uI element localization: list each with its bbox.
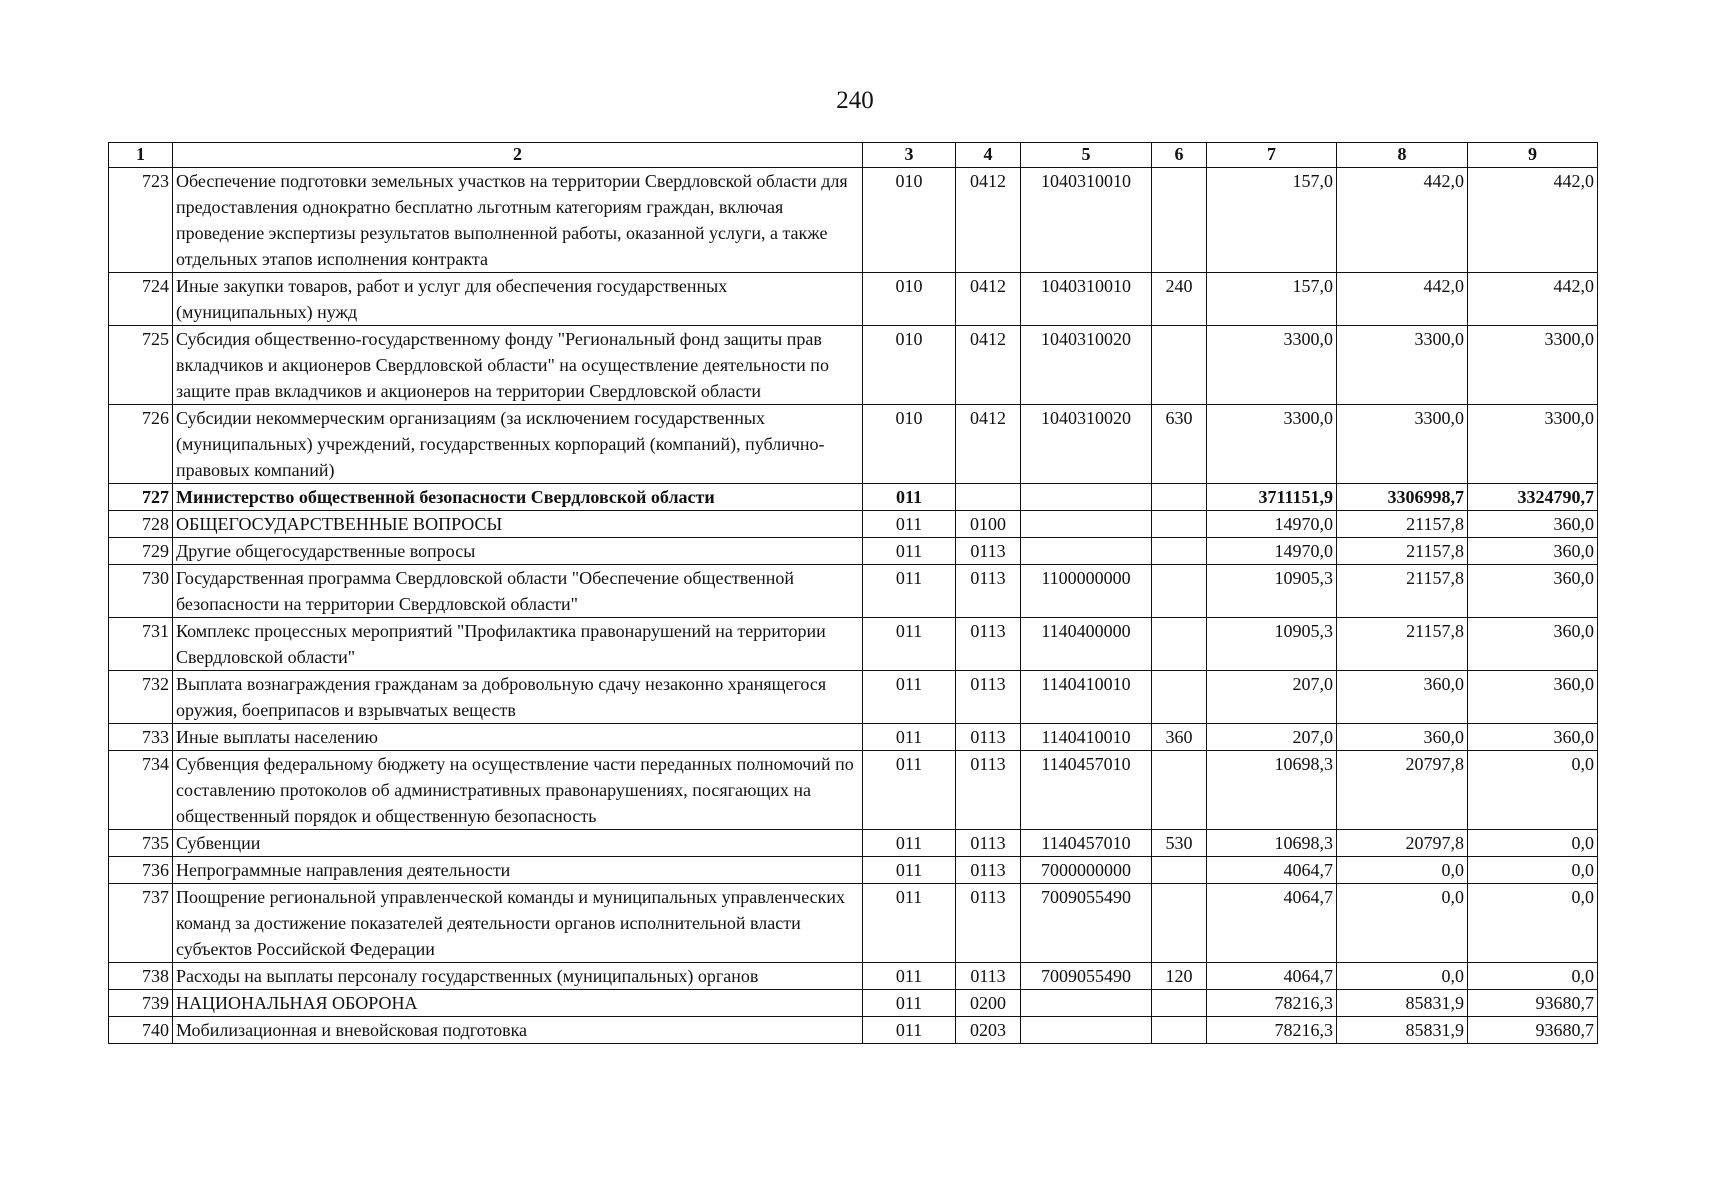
column-header: 9 [1468, 143, 1598, 168]
table-row [109, 857, 1598, 884]
ministry-code-cell: 010 [863, 326, 956, 405]
amount-cell: 3300,0 [1337, 326, 1468, 405]
amount-cell: 3300,0 [1207, 326, 1337, 405]
table-row [109, 724, 1598, 751]
expense-type-cell [1152, 484, 1207, 511]
amount-cell: 10905,3 [1207, 565, 1337, 618]
ministry-code-cell: 011 [863, 990, 956, 1017]
item-name-cell: Министерство общественной безопасности Свердловской области [173, 484, 863, 511]
amount-cell: 21157,8 [1337, 618, 1468, 671]
item-name-cell: Иные закупки товаров, работ и услуг для обеспечения государственных (муниципальных) нужд [173, 273, 863, 326]
amount-cell: 3324790,7 [1468, 484, 1598, 511]
row-number-cell: 727 [109, 484, 173, 511]
row-number-cell: 739 [109, 990, 173, 1017]
ministry-code-cell: 011 [863, 565, 956, 618]
row-number-cell: 732 [109, 671, 173, 724]
item-name-cell: Непрограммные направления деятельности [173, 857, 863, 884]
amount-cell: 360,0 [1468, 618, 1598, 671]
amount-cell: 93680,7 [1468, 1017, 1598, 1044]
amount-cell: 4064,7 [1207, 963, 1337, 990]
table-row [109, 830, 1598, 857]
row-number-cell: 736 [109, 857, 173, 884]
target-article-cell [1021, 990, 1152, 1017]
section-code-cell: 0113 [956, 724, 1021, 751]
amount-cell: 0,0 [1468, 857, 1598, 884]
target-article-cell: 1100000000 [1021, 565, 1152, 618]
table-row [109, 963, 1598, 990]
ministry-code-cell: 011 [863, 484, 956, 511]
section-code-cell: 0113 [956, 884, 1021, 963]
expense-type-cell: 630 [1152, 405, 1207, 484]
row-number-cell: 740 [109, 1017, 173, 1044]
section-code-cell: 0113 [956, 538, 1021, 565]
table-row [109, 326, 1598, 405]
amount-cell: 442,0 [1337, 168, 1468, 273]
item-name-cell: НАЦИОНАЛЬНАЯ ОБОРОНА [173, 990, 863, 1017]
expense-type-cell [1152, 538, 1207, 565]
amount-cell: 85831,9 [1337, 990, 1468, 1017]
amount-cell: 0,0 [1468, 751, 1598, 830]
expense-type-cell [1152, 565, 1207, 618]
ministry-code-cell: 011 [863, 671, 956, 724]
amount-cell: 157,0 [1207, 168, 1337, 273]
table-row [109, 168, 1598, 273]
amount-cell: 4064,7 [1207, 857, 1337, 884]
expense-type-cell [1152, 1017, 1207, 1044]
row-number-cell: 723 [109, 168, 173, 273]
amount-cell: 10698,3 [1207, 751, 1337, 830]
ministry-code-cell: 011 [863, 884, 956, 963]
amount-cell: 207,0 [1207, 724, 1337, 751]
ministry-code-cell: 011 [863, 538, 956, 565]
table-row [109, 990, 1598, 1017]
section-code-cell: 0412 [956, 326, 1021, 405]
amount-cell: 442,0 [1468, 168, 1598, 273]
table-row [109, 618, 1598, 671]
amount-cell: 3300,0 [1468, 405, 1598, 484]
table-row [109, 671, 1598, 724]
column-header: 2 [173, 143, 863, 168]
amount-cell: 3300,0 [1468, 326, 1598, 405]
table-row [109, 1017, 1598, 1044]
amount-cell: 360,0 [1337, 724, 1468, 751]
ministry-code-cell: 011 [863, 857, 956, 884]
target-article-cell: 7009055490 [1021, 963, 1152, 990]
amount-cell: 20797,8 [1337, 751, 1468, 830]
amount-cell: 0,0 [1337, 884, 1468, 963]
expense-type-cell: 530 [1152, 830, 1207, 857]
row-number-cell: 737 [109, 884, 173, 963]
target-article-cell: 1140457010 [1021, 751, 1152, 830]
item-name-cell: Комплекс процессных мероприятий "Профилактика правонарушений на территории Свердловской области" [173, 618, 863, 671]
ministry-code-cell: 010 [863, 405, 956, 484]
target-article-cell: 7009055490 [1021, 884, 1152, 963]
amount-cell: 10905,3 [1207, 618, 1337, 671]
ministry-code-cell: 010 [863, 168, 956, 273]
amount-cell: 21157,8 [1337, 565, 1468, 618]
amount-cell: 78216,3 [1207, 990, 1337, 1017]
amount-cell: 20797,8 [1337, 830, 1468, 857]
amount-cell: 442,0 [1468, 273, 1598, 326]
column-header: 3 [863, 143, 956, 168]
row-number-cell: 726 [109, 405, 173, 484]
column-header: 1 [109, 143, 173, 168]
expense-type-cell [1152, 751, 1207, 830]
amount-cell: 0,0 [1468, 884, 1598, 963]
item-name-cell: ОБЩЕГОСУДАРСТВЕННЫЕ ВОПРОСЫ [173, 511, 863, 538]
item-name-cell: Расходы на выплаты персоналу государственных (муниципальных) органов [173, 963, 863, 990]
item-name-cell: Субвенция федеральному бюджету на осуществление части переданных полномочий по составлению протоколов об административных правонарушениях, посягающих на общественный порядок и общественную безопасность [173, 751, 863, 830]
target-article-cell [1021, 538, 1152, 565]
expense-type-cell: 240 [1152, 273, 1207, 326]
amount-cell: 3306998,7 [1337, 484, 1468, 511]
expense-type-cell [1152, 168, 1207, 273]
item-name-cell: Субвенции [173, 830, 863, 857]
target-article-cell: 1040310020 [1021, 405, 1152, 484]
amount-cell: 360,0 [1468, 511, 1598, 538]
item-name-cell: Государственная программа Свердловской области "Обеспечение общественной безопасности на территории Свердловской области" [173, 565, 863, 618]
amount-cell: 78216,3 [1207, 1017, 1337, 1044]
expense-type-cell [1152, 511, 1207, 538]
target-article-cell: 1140410010 [1021, 671, 1152, 724]
table-row [109, 273, 1598, 326]
target-article-cell: 1140400000 [1021, 618, 1152, 671]
amount-cell: 360,0 [1468, 538, 1598, 565]
section-code-cell: 0113 [956, 671, 1021, 724]
target-article-cell [1021, 1017, 1152, 1044]
table-row [109, 565, 1598, 618]
section-code-cell: 0113 [956, 751, 1021, 830]
section-code-cell: 0113 [956, 565, 1021, 618]
ministry-code-cell: 011 [863, 724, 956, 751]
item-name-cell: Выплата вознаграждения гражданам за добровольную сдачу незаконно хранящегося оружия, боеприпасов и взрывчатых веществ [173, 671, 863, 724]
expense-type-cell [1152, 326, 1207, 405]
expense-type-cell [1152, 857, 1207, 884]
section-code-cell: 0113 [956, 963, 1021, 990]
expense-type-cell: 360 [1152, 724, 1207, 751]
row-number-cell: 733 [109, 724, 173, 751]
amount-cell: 442,0 [1337, 273, 1468, 326]
amount-cell: 3300,0 [1207, 405, 1337, 484]
row-number-cell: 735 [109, 830, 173, 857]
table-body [109, 168, 1598, 1044]
section-code-cell: 0113 [956, 830, 1021, 857]
expense-type-cell [1152, 884, 1207, 963]
section-code-cell: 0113 [956, 857, 1021, 884]
table-row [109, 405, 1598, 484]
amount-cell: 360,0 [1468, 565, 1598, 618]
amount-cell: 360,0 [1337, 671, 1468, 724]
amount-cell: 14970,0 [1207, 538, 1337, 565]
target-article-cell: 1140457010 [1021, 830, 1152, 857]
amount-cell: 21157,8 [1337, 511, 1468, 538]
target-article-cell: 1040310020 [1021, 326, 1152, 405]
table-header-row [109, 143, 1598, 168]
amount-cell: 0,0 [1337, 963, 1468, 990]
amount-cell: 3711151,9 [1207, 484, 1337, 511]
amount-cell: 4064,7 [1207, 884, 1337, 963]
target-article-cell: 1040310010 [1021, 273, 1152, 326]
amount-cell: 21157,8 [1337, 538, 1468, 565]
target-article-cell [1021, 511, 1152, 538]
column-header: 5 [1021, 143, 1152, 168]
section-code-cell: 0203 [956, 1017, 1021, 1044]
row-number-cell: 731 [109, 618, 173, 671]
expense-type-cell [1152, 990, 1207, 1017]
row-number-cell: 728 [109, 511, 173, 538]
table-row [109, 751, 1598, 830]
amount-cell: 360,0 [1468, 671, 1598, 724]
section-code-cell: 0100 [956, 511, 1021, 538]
table-row [109, 484, 1598, 511]
item-name-cell: Другие общегосударственные вопросы [173, 538, 863, 565]
ministry-code-cell: 011 [863, 751, 956, 830]
ministry-code-cell: 011 [863, 1017, 956, 1044]
amount-cell: 360,0 [1468, 724, 1598, 751]
section-code-cell: 0200 [956, 990, 1021, 1017]
expense-type-cell [1152, 618, 1207, 671]
amount-cell: 0,0 [1468, 963, 1598, 990]
row-number-cell: 734 [109, 751, 173, 830]
item-name-cell: Иные выплаты населению [173, 724, 863, 751]
ministry-code-cell: 011 [863, 963, 956, 990]
section-code-cell: 0113 [956, 618, 1021, 671]
amount-cell: 3300,0 [1337, 405, 1468, 484]
column-header: 4 [956, 143, 1021, 168]
expense-type-cell [1152, 671, 1207, 724]
amount-cell: 10698,3 [1207, 830, 1337, 857]
section-code-cell [956, 484, 1021, 511]
amount-cell: 207,0 [1207, 671, 1337, 724]
row-number-cell: 724 [109, 273, 173, 326]
item-name-cell: Мобилизационная и вневойсковая подготовка [173, 1017, 863, 1044]
target-article-cell: 1040310010 [1021, 168, 1152, 273]
section-code-cell: 0412 [956, 273, 1021, 326]
target-article-cell: 1140410010 [1021, 724, 1152, 751]
ministry-code-cell: 011 [863, 511, 956, 538]
amount-cell: 157,0 [1207, 273, 1337, 326]
item-name-cell: Обеспечение подготовки земельных участков на территории Свердловской области для предоставления однократно бесплатно льготным категориям граждан, включая проведение экспертизы результатов выполненной работы, оказанной услуги, а также отдельных этапов исполнения контракта [173, 168, 863, 273]
amount-cell: 0,0 [1337, 857, 1468, 884]
column-header: 6 [1152, 143, 1207, 168]
target-article-cell [1021, 484, 1152, 511]
item-name-cell: Субсидии некоммерческим организациям (за исключением государственных (муниципальных) учреждений, государственных корпораций (компаний), публично-правовых компаний) [173, 405, 863, 484]
row-number-cell: 729 [109, 538, 173, 565]
amount-cell: 14970,0 [1207, 511, 1337, 538]
table-row [109, 884, 1598, 963]
expense-type-cell: 120 [1152, 963, 1207, 990]
item-name-cell: Поощрение региональной управленческой команды и муниципальных управленческих команд за достижение показателей деятельности органов исполнительной власти субъектов Российской Федерации [173, 884, 863, 963]
ministry-code-cell: 010 [863, 273, 956, 326]
target-article-cell: 7000000000 [1021, 857, 1152, 884]
row-number-cell: 730 [109, 565, 173, 618]
amount-cell: 85831,9 [1337, 1017, 1468, 1044]
table-row [109, 511, 1598, 538]
section-code-cell: 0412 [956, 405, 1021, 484]
table-row [109, 538, 1598, 565]
page-number: 240 [836, 87, 874, 114]
column-header: 8 [1337, 143, 1468, 168]
section-code-cell: 0412 [956, 168, 1021, 273]
amount-cell: 0,0 [1468, 830, 1598, 857]
ministry-code-cell: 011 [863, 830, 956, 857]
row-number-cell: 725 [109, 326, 173, 405]
budget-table [108, 142, 1598, 1044]
ministry-code-cell: 011 [863, 618, 956, 671]
row-number-cell: 738 [109, 963, 173, 990]
amount-cell: 93680,7 [1468, 990, 1598, 1017]
column-header: 7 [1207, 143, 1337, 168]
item-name-cell: Субсидия общественно-государственному фонду "Региональный фонд защиты прав вкладчиков и акционеров Свердловской области" на осуществление деятельности по защите прав вкладчиков и акционеров на территории Свердловской области [173, 326, 863, 405]
